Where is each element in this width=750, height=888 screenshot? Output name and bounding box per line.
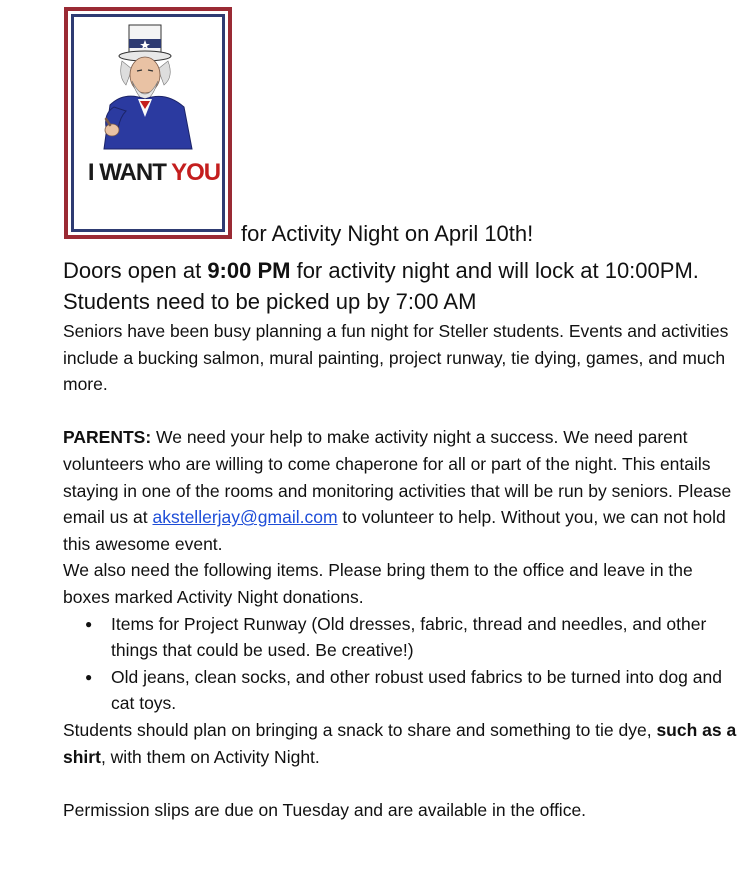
parents-text-2: to volunteer to help. Without you, we can not hold this awesome event.	[63, 507, 726, 554]
donation-items-list	[63, 611, 743, 717]
items-intro: We also need the following items. Please bring them to the office and leave in the boxes marked Activity Night donations.	[63, 560, 693, 607]
list-item: ● Old jeans, clean socks, and other robust used fabrics to be turned into dog and cat toys.	[63, 664, 743, 717]
doors-text-1: Doors open at	[63, 258, 208, 283]
intro-heading: for Activity Night on April 10th!	[241, 221, 534, 246]
snack-bold: such as a shirt	[63, 719, 737, 767]
poster-caption-you: YOU	[171, 159, 221, 186]
parents-paragraph	[63, 424, 743, 557]
poster-inner-frame	[71, 14, 225, 232]
flyer-body	[63, 318, 743, 823]
doors-text-2: for activity night and will lock at 10:00PM. Students need to be picked up by 7:00 AM	[63, 258, 699, 314]
snack-text-1: Students should plan on bringing a snack to share and something to tie dye,	[63, 719, 657, 740]
spacer	[63, 770, 743, 797]
parents-label: PARENTS:	[63, 427, 152, 448]
email-link[interactable]: akstellerjay@gmail.com	[152, 507, 338, 528]
uncle-sam-illustration	[74, 17, 222, 229]
poster-caption	[84, 160, 224, 186]
seniors-paragraph: Seniors have been busy planning a fun night for Steller students. Events and activities include a bucking salmon, mural painting, project runway, tie dying, games, and much more.	[63, 321, 729, 395]
snack-text-2: , with them on Activity Night.	[100, 746, 320, 767]
doors-heading	[63, 255, 743, 317]
doors-open-time: 9:00 PM	[207, 258, 291, 283]
uncle-sam-poster	[64, 7, 232, 239]
snack-paragraph	[63, 717, 743, 770]
poster-caption-want: I WANT	[87, 159, 166, 186]
spacer	[63, 398, 743, 425]
permission-paragraph: Permission slips are due on Tuesday and are available in the office.	[63, 799, 587, 820]
list-item: ● Items for Project Runway (Old dresses, fabric, thread and needles, and other things that could be used. Be creative!)	[63, 611, 743, 664]
parents-text-1: We need your help to make activity night a success. We need parent volunteers who are willing to come chaperone for all or part of the night. This entails staying in one of the rooms and monitoring activities that will be run by seniors. Please email us at	[63, 427, 732, 528]
